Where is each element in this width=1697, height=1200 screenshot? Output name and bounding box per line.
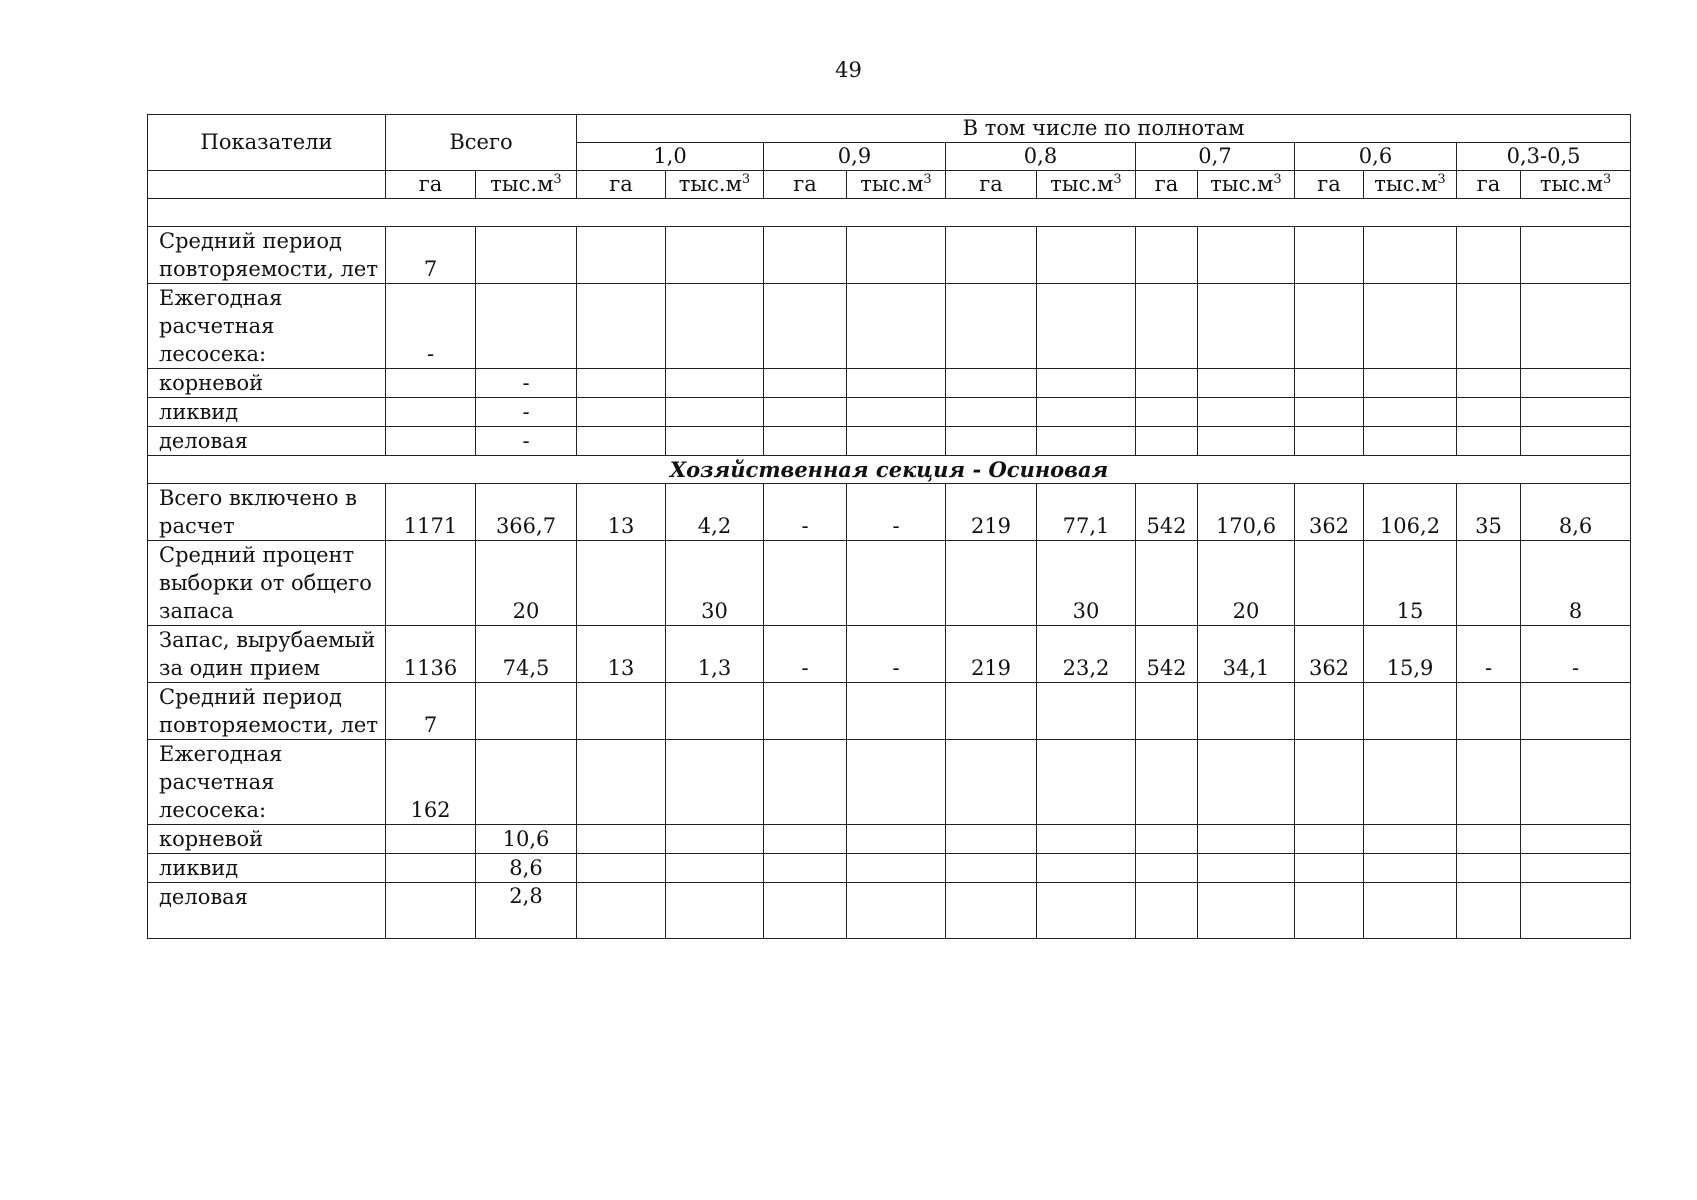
table-cell: - xyxy=(476,427,577,456)
table-cell xyxy=(1295,398,1364,427)
table-cell xyxy=(946,284,1037,369)
table-cell xyxy=(1198,369,1295,398)
unit-ha: га xyxy=(764,171,847,199)
row-label: ликвид xyxy=(148,854,386,883)
table-cell xyxy=(847,398,946,427)
table-cell xyxy=(1136,369,1198,398)
table-row xyxy=(148,854,1631,883)
row-label: Средний период повторяемости, лет xyxy=(148,227,386,284)
table-cell: 20 xyxy=(1198,541,1295,626)
table-cell xyxy=(1521,227,1631,284)
table-row xyxy=(148,626,1631,683)
table-cell: 74,5 xyxy=(476,626,577,683)
table-cell xyxy=(1457,740,1521,825)
table-cell xyxy=(847,369,946,398)
table-cell: 35 xyxy=(1457,484,1521,541)
table-cell xyxy=(577,683,666,740)
unit-volume xyxy=(1198,171,1295,199)
table-cell xyxy=(764,227,847,284)
header-indicator: Показатели xyxy=(148,115,386,171)
table-cell: 7 xyxy=(386,227,476,284)
table-cell xyxy=(847,740,946,825)
table-cell xyxy=(1037,369,1136,398)
unit-ha: га xyxy=(1457,171,1521,199)
section-row xyxy=(148,456,1631,484)
unit-volume-text: тыс.м xyxy=(1539,172,1603,196)
table-cell xyxy=(1295,227,1364,284)
table-cell xyxy=(1364,825,1457,854)
table-row xyxy=(148,883,1631,939)
table-cell xyxy=(764,740,847,825)
table-cell: 20 xyxy=(476,541,577,626)
row-label: корневой xyxy=(148,825,386,854)
table-cell: 15,9 xyxy=(1364,626,1457,683)
table-cell xyxy=(1037,398,1136,427)
header-density: 0,6 xyxy=(1295,143,1457,171)
table-cell xyxy=(666,683,764,740)
table-cell xyxy=(1295,683,1364,740)
table-cell xyxy=(1295,883,1364,939)
table-cell xyxy=(1198,427,1295,456)
page-number: 49 xyxy=(835,58,862,82)
table-cell xyxy=(847,541,946,626)
unit-volume-text: тыс.м xyxy=(1374,172,1438,196)
table-cell xyxy=(1037,427,1136,456)
table-cell xyxy=(1521,284,1631,369)
table-cell: 162 xyxy=(386,740,476,825)
table-cell xyxy=(1457,541,1521,626)
table-cell xyxy=(764,284,847,369)
table-cell xyxy=(1521,854,1631,883)
table-cell xyxy=(1364,227,1457,284)
table-cell xyxy=(666,854,764,883)
table-cell xyxy=(946,683,1037,740)
table-cell: 77,1 xyxy=(1037,484,1136,541)
table-cell xyxy=(1457,825,1521,854)
unit-volume-text: тыс.м xyxy=(1210,172,1274,196)
table-cell: 13 xyxy=(577,484,666,541)
header-total: Всего xyxy=(386,115,577,171)
unit-volume xyxy=(1037,171,1136,199)
table-cell xyxy=(577,541,666,626)
table-cell: 219 xyxy=(946,484,1037,541)
table-cell xyxy=(386,541,476,626)
table-cell xyxy=(1457,883,1521,939)
unit-volume-text: тыс.м xyxy=(1050,172,1114,196)
table-cell xyxy=(476,683,577,740)
table-cell xyxy=(847,854,946,883)
table-cell xyxy=(1521,683,1631,740)
table-cell: 34,1 xyxy=(1198,626,1295,683)
unit-header-row xyxy=(148,171,1631,199)
table-cell xyxy=(1136,284,1198,369)
table-cell: - xyxy=(847,626,946,683)
unit-ha: га xyxy=(1295,171,1364,199)
table-row xyxy=(148,227,1631,284)
table-cell: 15 xyxy=(1364,541,1457,626)
table-cell xyxy=(1457,227,1521,284)
table-row xyxy=(148,369,1631,398)
table-cell xyxy=(1037,883,1136,939)
table-cell xyxy=(577,284,666,369)
table-cell xyxy=(1295,740,1364,825)
table-cell xyxy=(847,825,946,854)
table-cell: 8,6 xyxy=(476,854,577,883)
table-cell xyxy=(1136,740,1198,825)
table-cell xyxy=(577,398,666,427)
table-cell xyxy=(946,427,1037,456)
unit-volume xyxy=(1521,171,1631,199)
table-cell xyxy=(577,883,666,939)
table-cell xyxy=(1198,227,1295,284)
row-label: Средний период повторяемости, лет xyxy=(148,683,386,740)
unit-volume-exponent: 3 xyxy=(1113,172,1122,187)
header-density: 0,9 xyxy=(764,143,946,171)
table-cell xyxy=(386,883,476,939)
table-cell: 1136 xyxy=(386,626,476,683)
table-cell xyxy=(1037,284,1136,369)
table-cell xyxy=(386,398,476,427)
table-cell xyxy=(1037,825,1136,854)
table-cell xyxy=(946,740,1037,825)
row-label: ликвид xyxy=(148,398,386,427)
table-cell xyxy=(476,740,577,825)
table-cell xyxy=(1521,825,1631,854)
table-cell: - xyxy=(764,626,847,683)
table-cell xyxy=(764,369,847,398)
table-row xyxy=(148,825,1631,854)
table-cell: 366,7 xyxy=(476,484,577,541)
table-cell xyxy=(1521,740,1631,825)
table-cell xyxy=(1037,683,1136,740)
spacer-row xyxy=(148,199,1631,227)
table-cell: - xyxy=(476,369,577,398)
table-cell xyxy=(764,883,847,939)
table-cell xyxy=(1198,284,1295,369)
row-label: Средний процент выборки от общего запаса xyxy=(148,541,386,626)
unit-volume-exponent: 3 xyxy=(1273,172,1282,187)
table-cell xyxy=(666,883,764,939)
header-density: 0,8 xyxy=(946,143,1136,171)
unit-volume xyxy=(1364,171,1457,199)
unit-volume-exponent: 3 xyxy=(741,172,751,187)
table-cell xyxy=(946,541,1037,626)
table-row xyxy=(148,683,1631,740)
table-cell: 13 xyxy=(577,626,666,683)
table-cell: - xyxy=(386,284,476,369)
table-cell: 8,6 xyxy=(1521,484,1631,541)
table-cell xyxy=(666,369,764,398)
table-cell xyxy=(946,398,1037,427)
table-cell xyxy=(577,427,666,456)
table-cell xyxy=(666,427,764,456)
table-cell xyxy=(1295,369,1364,398)
table-cell xyxy=(1136,541,1198,626)
table-cell xyxy=(1521,369,1631,398)
table-cell xyxy=(764,683,847,740)
table-cell xyxy=(1364,427,1457,456)
table-cell xyxy=(1364,883,1457,939)
section-body xyxy=(148,456,1631,484)
table-cell: - xyxy=(847,484,946,541)
table-cell xyxy=(1295,541,1364,626)
table-cell xyxy=(577,369,666,398)
table-cell: 362 xyxy=(1295,484,1364,541)
table-cell: 8 xyxy=(1521,541,1631,626)
table-cell xyxy=(1521,427,1631,456)
header-blank xyxy=(148,171,386,199)
table-cell xyxy=(1364,740,1457,825)
table-cell xyxy=(1457,398,1521,427)
unit-volume-text: тыс.м xyxy=(860,172,924,196)
table-row xyxy=(148,284,1631,369)
table-cell xyxy=(1295,854,1364,883)
table-cell xyxy=(1198,825,1295,854)
table-cell: 170,6 xyxy=(1198,484,1295,541)
table-cell xyxy=(847,427,946,456)
table-cell: 4,2 xyxy=(666,484,764,541)
table-cell xyxy=(1364,284,1457,369)
table-cell xyxy=(1136,683,1198,740)
table-cell xyxy=(386,427,476,456)
table-body-top xyxy=(148,199,1631,456)
table-cell xyxy=(1198,740,1295,825)
row-label: Запас, вырубаемый за один прием xyxy=(148,626,386,683)
table-cell: 106,2 xyxy=(1364,484,1457,541)
table-cell xyxy=(1136,427,1198,456)
table-cell xyxy=(666,227,764,284)
table-cell xyxy=(1457,369,1521,398)
table-cell xyxy=(476,284,577,369)
unit-volume xyxy=(666,171,764,199)
unit-volume xyxy=(476,171,577,199)
table-cell xyxy=(764,541,847,626)
table-cell: - xyxy=(476,398,577,427)
table-cell xyxy=(764,398,847,427)
table-cell xyxy=(847,284,946,369)
table-row xyxy=(148,427,1631,456)
table-cell: 30 xyxy=(666,541,764,626)
table-row xyxy=(148,541,1631,626)
table-cell xyxy=(1198,883,1295,939)
table-cell xyxy=(1198,854,1295,883)
table-cell xyxy=(847,683,946,740)
unit-volume xyxy=(847,171,946,199)
table-cell xyxy=(1364,683,1457,740)
table-cell xyxy=(1136,854,1198,883)
table-cell: 362 xyxy=(1295,626,1364,683)
table-cell xyxy=(1364,854,1457,883)
table-cell xyxy=(847,227,946,284)
table-cell xyxy=(946,825,1037,854)
table-cell xyxy=(1457,284,1521,369)
table-cell xyxy=(577,854,666,883)
table-cell xyxy=(1037,854,1136,883)
unit-volume-text: тыс.м xyxy=(490,172,554,196)
table-cell xyxy=(1457,427,1521,456)
table-cell xyxy=(1136,227,1198,284)
table-cell: 542 xyxy=(1136,626,1198,683)
table-cell xyxy=(946,883,1037,939)
table-cell xyxy=(946,854,1037,883)
table-cell: 1,3 xyxy=(666,626,764,683)
table-cell xyxy=(1295,284,1364,369)
table-cell xyxy=(577,740,666,825)
table-row xyxy=(148,484,1631,541)
row-label: корневой xyxy=(148,369,386,398)
table-cell: 542 xyxy=(1136,484,1198,541)
table-cell xyxy=(1037,227,1136,284)
table-cell: - xyxy=(1521,626,1631,683)
header-density-group: В том числе по полнотам xyxy=(577,115,1631,143)
table-cell: 2,8 xyxy=(476,883,577,939)
table-cell xyxy=(1521,883,1631,939)
table-cell: 7 xyxy=(386,683,476,740)
table-cell xyxy=(1521,398,1631,427)
table-cell xyxy=(946,369,1037,398)
table-cell xyxy=(386,854,476,883)
section-title: Хозяйственная секция - Осиновая xyxy=(148,456,1631,484)
table-header xyxy=(148,115,1631,199)
unit-ha: га xyxy=(386,171,476,199)
unit-volume-exponent: 3 xyxy=(1602,172,1612,187)
table-body-bottom xyxy=(148,484,1631,939)
table-cell xyxy=(1198,398,1295,427)
header-density: 0,7 xyxy=(1136,143,1295,171)
unit-ha: га xyxy=(1136,171,1198,199)
table-cell xyxy=(386,825,476,854)
row-label: Всего включено в расчет xyxy=(148,484,386,541)
unit-volume-text: тыс.м xyxy=(678,172,742,196)
table-cell xyxy=(1136,398,1198,427)
table-cell xyxy=(764,825,847,854)
table-cell: - xyxy=(764,484,847,541)
row-label: деловая xyxy=(148,427,386,456)
table-cell xyxy=(1136,883,1198,939)
table-cell: - xyxy=(1457,626,1521,683)
table-cell xyxy=(764,427,847,456)
table-cell xyxy=(666,284,764,369)
table-cell: 1171 xyxy=(386,484,476,541)
unit-ha: га xyxy=(946,171,1037,199)
unit-volume-exponent: 3 xyxy=(553,172,562,187)
header-density: 1,0 xyxy=(577,143,764,171)
table-cell xyxy=(666,398,764,427)
table-cell xyxy=(764,854,847,883)
header-density: 0,3-0,5 xyxy=(1457,143,1631,171)
table-cell: 23,2 xyxy=(1037,626,1136,683)
table-cell xyxy=(386,369,476,398)
table-cell xyxy=(666,740,764,825)
unit-ha: га xyxy=(577,171,666,199)
table-cell xyxy=(476,227,577,284)
table-cell: 30 xyxy=(1037,541,1136,626)
table-row xyxy=(148,398,1631,427)
table-cell xyxy=(1457,683,1521,740)
table-cell xyxy=(1136,825,1198,854)
table-cell: 219 xyxy=(946,626,1037,683)
row-label: Ежегодная расчетная лесосека: xyxy=(148,740,386,825)
felling-table xyxy=(147,114,1631,939)
table-cell xyxy=(577,227,666,284)
unit-volume-exponent: 3 xyxy=(923,172,932,187)
table-cell xyxy=(1457,854,1521,883)
table-cell xyxy=(666,825,764,854)
table-cell xyxy=(946,227,1037,284)
spacer-cell xyxy=(148,199,1631,227)
table-cell xyxy=(1295,825,1364,854)
row-label: деловая xyxy=(148,883,386,939)
table-cell xyxy=(847,883,946,939)
table-cell: 10,6 xyxy=(476,825,577,854)
table-cell xyxy=(1364,398,1457,427)
table-row xyxy=(148,740,1631,825)
table-cell xyxy=(1037,740,1136,825)
table-cell xyxy=(1198,683,1295,740)
row-label: Ежегодная расчетная лесосека: xyxy=(148,284,386,369)
unit-volume-exponent: 3 xyxy=(1437,172,1446,187)
table-cell xyxy=(1364,369,1457,398)
table-cell xyxy=(1295,427,1364,456)
table-cell xyxy=(577,825,666,854)
